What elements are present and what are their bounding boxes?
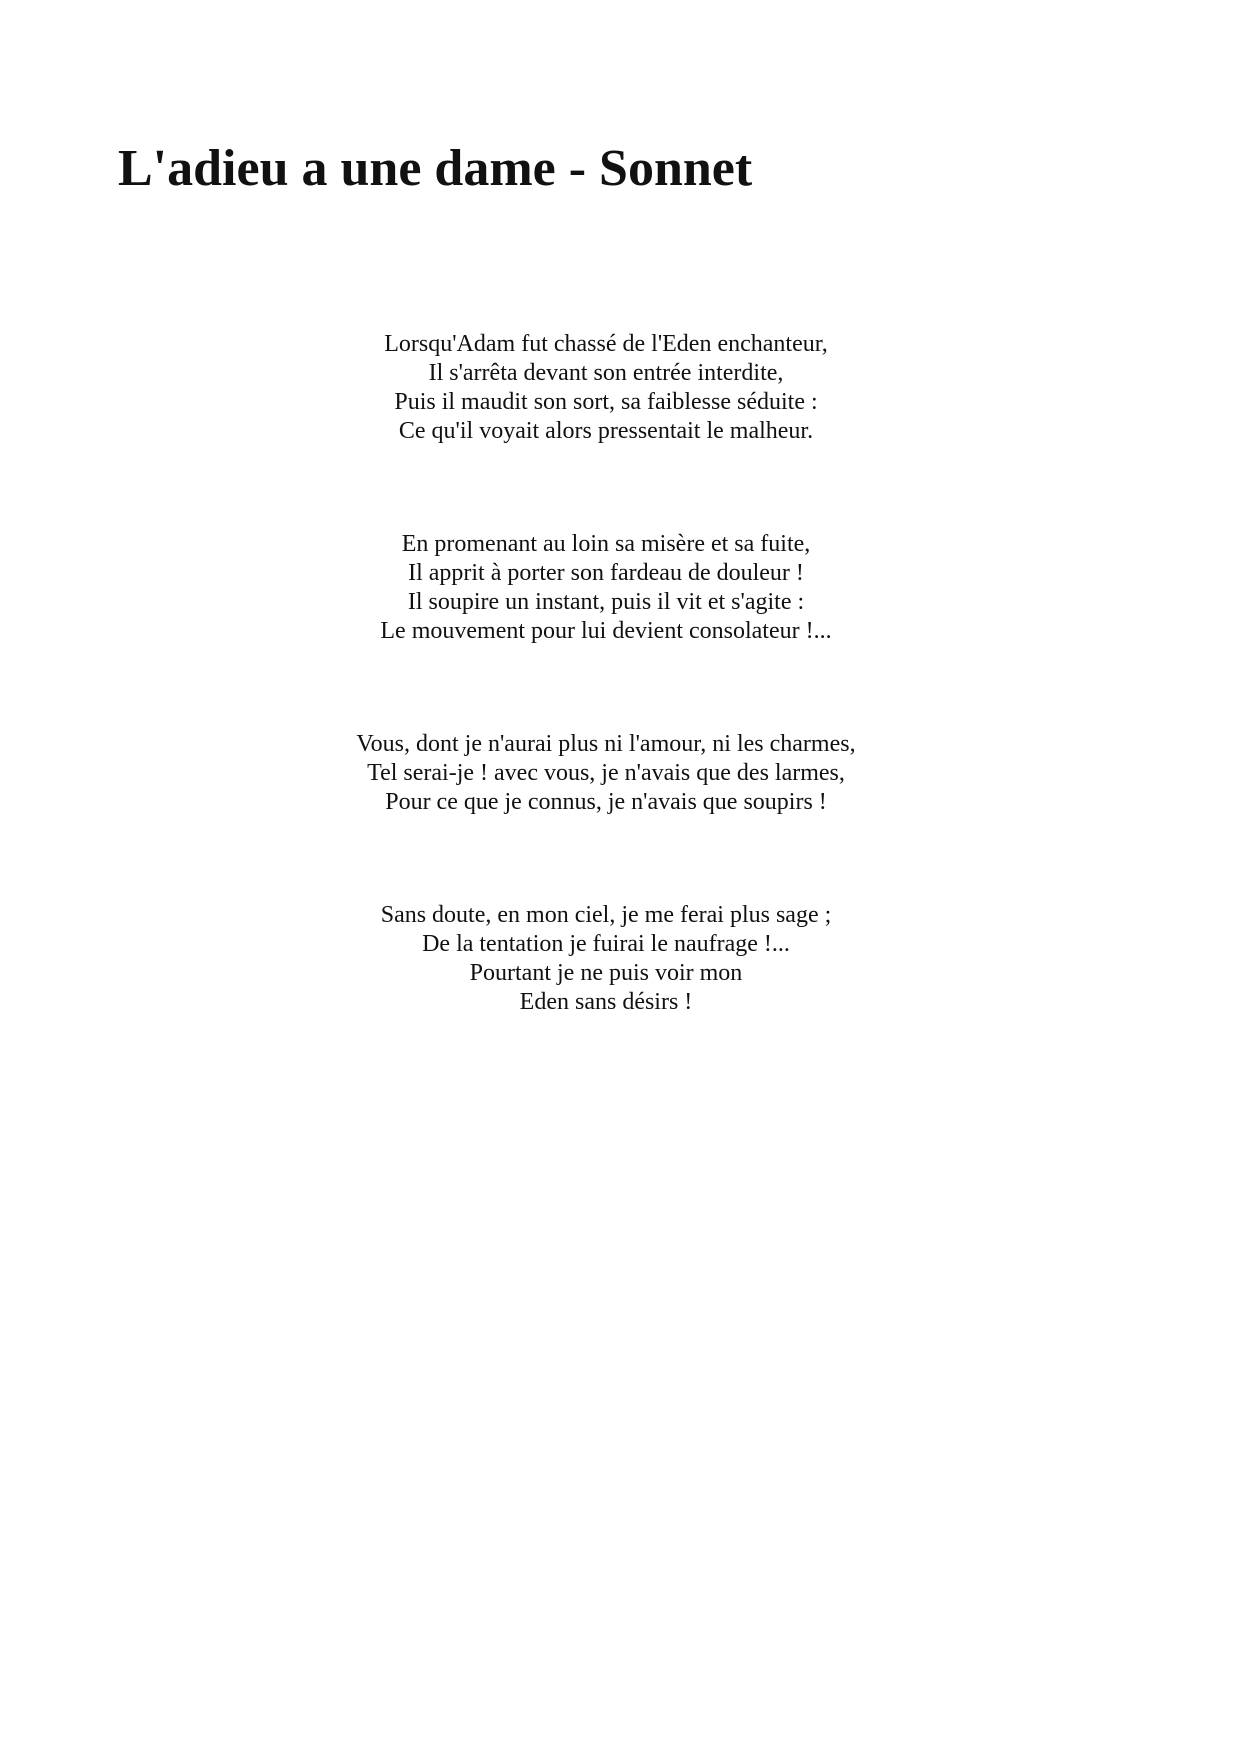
stanza-2 bbox=[0, 530, 1212, 646]
poem-line: Pour ce que je connus, je n'avais que soupirs ! bbox=[385, 789, 827, 815]
poem-line: Vous, dont je n'aurai plus ni l'amour, ni les charmes, bbox=[356, 731, 856, 757]
stanza-1 bbox=[0, 330, 1212, 446]
poem-line: Le mouvement pour lui devient consolateur !... bbox=[380, 618, 832, 644]
poem-line: Tel serai-je ! avec vous, je n'avais que des larmes, bbox=[367, 760, 845, 786]
poem-line: Puis il maudit son sort, sa faiblesse séduite : bbox=[394, 389, 818, 415]
stanza-3 bbox=[0, 730, 1212, 817]
poem-line: Eden sans désirs ! bbox=[519, 989, 693, 1015]
page-title: L'adieu a une dame - Sonnet bbox=[118, 140, 753, 197]
poem-line: Sans doute, en mon ciel, je me ferai plus sage ; bbox=[380, 902, 832, 928]
poem-body bbox=[0, 330, 1212, 1017]
poem-line: Lorsqu'Adam fut chassé de l'Eden enchanteur, bbox=[384, 331, 828, 357]
poem-line: De la tentation je fuirai le naufrage !... bbox=[422, 931, 790, 957]
poem-line: En promenant au loin sa misère et sa fuite, bbox=[401, 531, 811, 557]
poem-line: Pourtant je ne puis voir mon bbox=[469, 960, 743, 986]
poem-line: Il s'arrêta devant son entrée interdite, bbox=[428, 360, 784, 386]
stanza-4 bbox=[0, 901, 1212, 1017]
poem-line: Il soupire un instant, puis il vit et s'agite : bbox=[407, 589, 805, 615]
poem-line: Il apprit à porter son fardeau de douleur ! bbox=[408, 560, 804, 586]
poem-line: Ce qu'il voyait alors pressentait le malheur. bbox=[398, 418, 814, 444]
